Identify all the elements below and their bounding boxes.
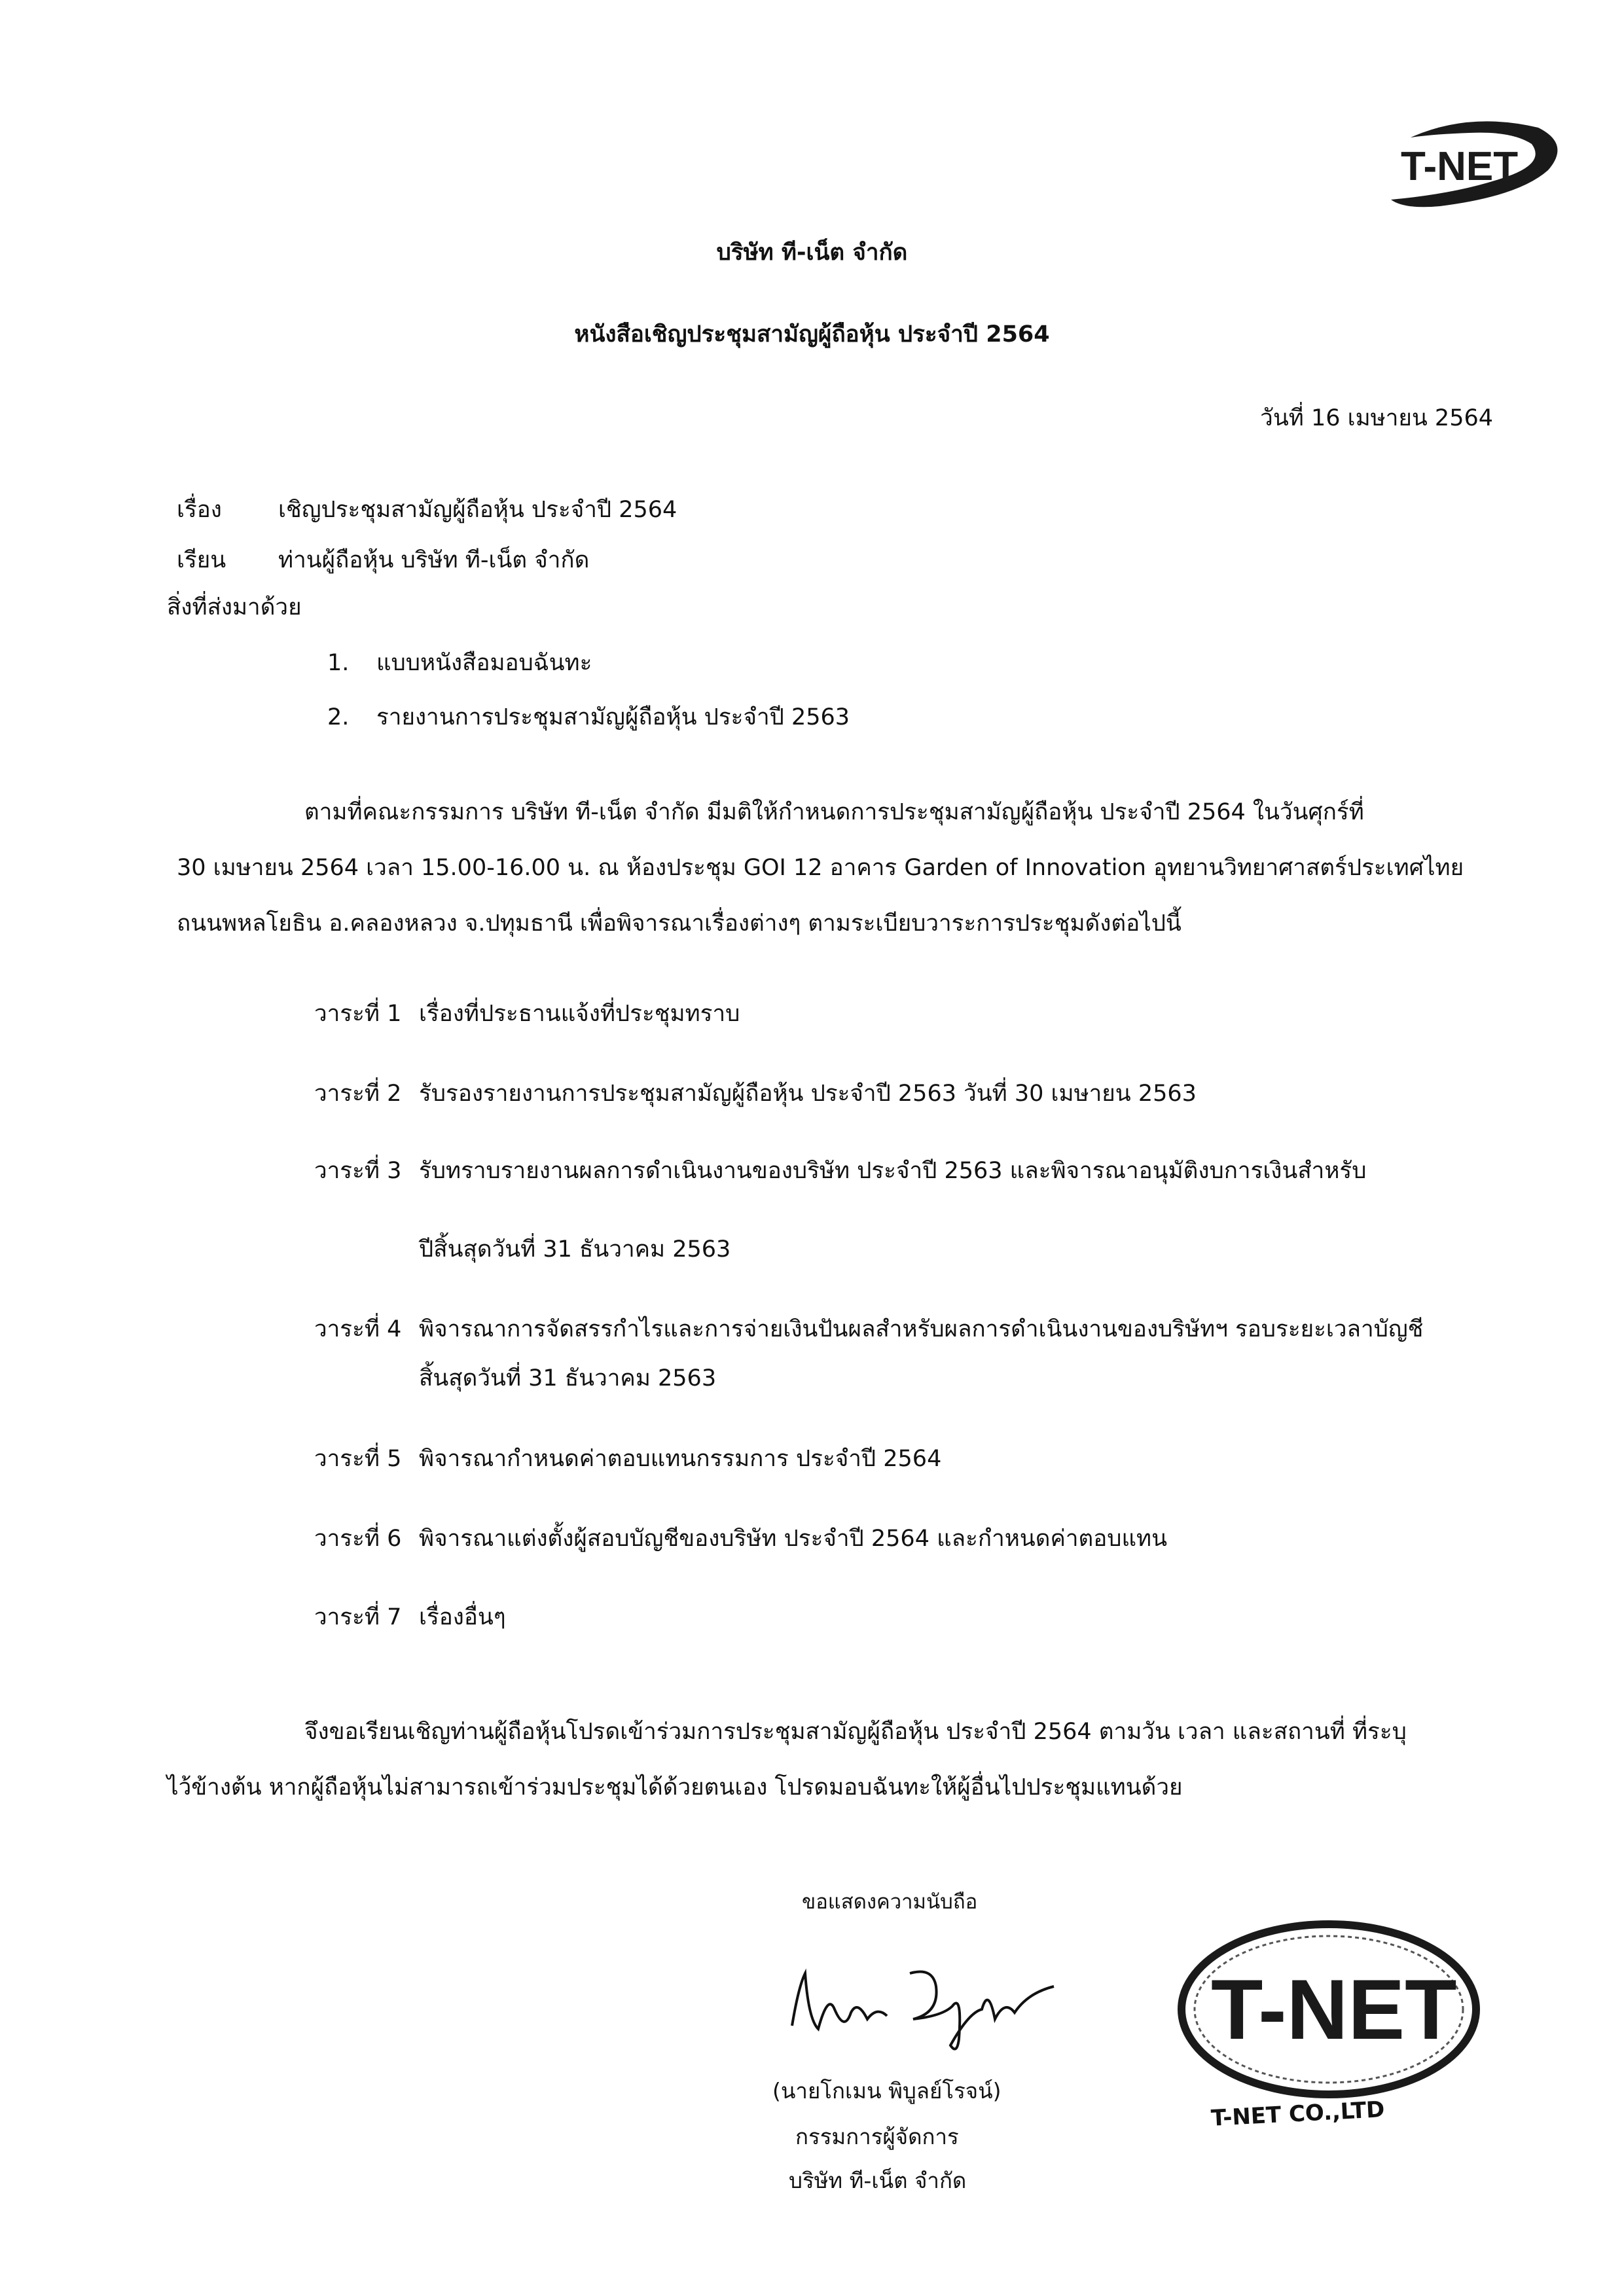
- agenda-item: รับรองรายงานการประชุมสามัญผู้ถือหุ้น ประจำปี 2563 วันที่ 30 เมษายน 2563: [419, 1081, 1197, 1107]
- agenda-item: พิจารณาแต่งตั้งผู้สอบบัญชีของบริษัท ประจำปี 2564 และกำหนดค่าตอบแทน: [419, 1526, 1168, 1552]
- subject-label: เรื่อง: [177, 497, 222, 523]
- agenda-label: วาระที่ 1: [314, 1001, 402, 1027]
- signer-name: (นายโกเมน พิบูลย์โรจน์): [772, 2078, 1001, 2104]
- company-logo: [1371, 115, 1568, 213]
- closing-line: ไว้ข้างต้น หากผู้ถือหุ้นไม่สามารถเข้าร่วมประชุมได้ด้วยตนเอง โปรดมอบฉันทะให้ผู้อื่นไปประชุมแทนด้วย: [167, 1774, 1183, 1801]
- stamp-logo-text: T-NET: [1211, 1962, 1457, 2057]
- enclosure-number: 1.: [327, 650, 350, 676]
- enclosure-item: แบบหนังสือมอบฉันทะ: [376, 650, 592, 676]
- stamp-caption: T-NET CO.,LTD: [1210, 2096, 1386, 2132]
- agenda-label: วาระที่ 4: [314, 1316, 402, 1342]
- enclosures-label: สิ่งที่ส่งมาด้วย: [167, 594, 302, 620]
- closing-line: จึงขอเรียนเชิญท่านผู้ถือหุ้นโปรดเข้าร่วมการประชุมสามัญผู้ถือหุ้น ประจำปี 2564 ตามวัน เวลา และสถานที่ ที่ระบุ: [304, 1719, 1407, 1745]
- agenda-item-continuation: สิ้นสุดวันที่ 31 ธันวาคม 2563: [419, 1365, 717, 1391]
- agenda-item: รับทราบรายงานผลการดำเนินงานของบริษัท ประจำปี 2563 และพิจารณาอนุมัติงบการเงินสำหรับ: [419, 1158, 1367, 1184]
- agenda-label: วาระที่ 6: [314, 1526, 402, 1552]
- company-name: บริษัท ที-เน็ต จำกัด: [716, 240, 908, 266]
- enclosure-number: 2.: [327, 704, 350, 730]
- logo-text: T-NET: [1401, 144, 1519, 189]
- signer-company: บริษัท ที-เน็ต จำกัด: [789, 2168, 967, 2193]
- agenda-label: วาระที่ 3: [314, 1158, 402, 1184]
- to-label: เรียน: [177, 547, 226, 573]
- agenda-label: วาระที่ 2: [314, 1081, 402, 1107]
- intro-line: ถนนพหลโยธิน อ.คลองหลวง จ.ปทุมธานี เพื่อพิจารณาเรื่องต่างๆ ตามระเบียบวาระการประชุมดังต่อไปนี้: [177, 910, 1182, 937]
- document-title: หนังสือเชิญประชุมสามัญผู้ถือหุ้น ประจำปี 2564: [574, 321, 1050, 348]
- agenda-item-continuation: ปีสิ้นสุดวันที่ 31 ธันวาคม 2563: [419, 1236, 731, 1263]
- intro-line: ตามที่คณะกรรมการ บริษัท ที-เน็ต จำกัด มีมติให้กำหนดการประชุมสามัญผู้ถือหุ้น ประจำปี 2564 ในวันศุกร์ที่: [304, 799, 1364, 825]
- signer-position: กรรมการผู้จัดการ: [795, 2124, 959, 2149]
- intro-line: 30 เมษายน 2564 เวลา 15.00-16.00 น. ณ ห้องประชุม GOI 12 อาคาร Garden of Innovation อุทยานวิทยาศาสตร์ประเทศไทย: [177, 855, 1464, 881]
- subject-text: เชิญประชุมสามัญผู้ถือหุ้น ประจำปี 2564: [278, 497, 677, 523]
- agenda-label: วาระที่ 7: [314, 1604, 402, 1630]
- enclosure-item: รายงานการประชุมสามัญผู้ถือหุ้น ประจำปี 2563: [376, 704, 850, 730]
- agenda-item: พิจารณากำหนดค่าตอบแทนกรรมการ ประจำปี 2564: [419, 1446, 942, 1472]
- agenda-item: เรื่องที่ประธานแจ้งที่ประชุมทราบ: [419, 1001, 740, 1027]
- agenda-label: วาระที่ 5: [314, 1446, 402, 1472]
- agenda-item: พิจารณาการจัดสรรกำไรและการจ่ายเงินปันผลสำหรับผลการดำเนินงานของบริษัทฯ รอบระยะเวลาบัญชี: [419, 1316, 1424, 1342]
- document-date: วันที่ 16 เมษายน 2564: [1260, 405, 1493, 431]
- handwritten-signature: [779, 1947, 1080, 2062]
- regards-text: ขอแสดงความนับถือ: [802, 1890, 978, 1914]
- agenda-item: เรื่องอื่นๆ: [419, 1604, 506, 1630]
- to-text: ท่านผู้ถือหุ้น บริษัท ที-เน็ต จำกัด: [278, 547, 590, 573]
